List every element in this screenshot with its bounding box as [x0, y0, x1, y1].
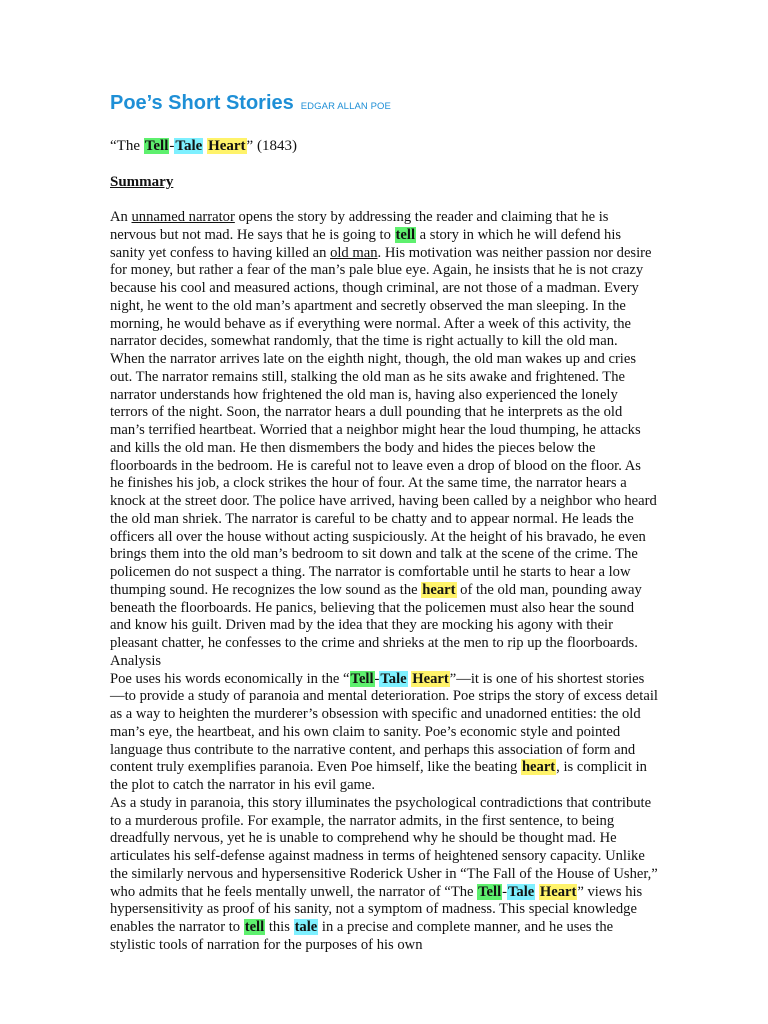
paragraph-2: [110, 351, 658, 653]
text-run: When the narrator arrives late on the eighth night, though, the old man wakes up and cries out. The narrator remains still, stalking the old man as he sits awake and frightened. The narrator understands how frightened the old man is, having also experienced the lonely terrors of the night. Soon, the narrator hears a dull pounding that he interprets as the old man’s terrified heartbeat. Worried that a neighbor might hear the loud thumping, he attacks and kills the old man. He then dismembers the body and hides the pieces below the floorboards in the bedroom. He is careful not to leave even a drop of blood on the floor. As he finishes his job, a clock strikes the hour of four. At the same time, the narrator hears a knock at the street door. The police have arrived, having been called by a neighbor who heard the old man shriek. The narrator is careful to be chatty and to appear normal. He leads the officers all over the house without acting suspiciously. At the height of his bravado, he even brings them into the old man’s bedroom to sit down and talk at the scene of the crime. The policemen do not suspect a thing. The narrator is comfortable until he starts to hear a low thumping sound. He recognizes the low sound as the: [110, 351, 657, 598]
text-run: this: [265, 919, 294, 935]
text-run: in a precise and complete manner, and he uses the stylistic tools of narration for the purposes of his own: [110, 919, 614, 953]
link-unnamed-narrator[interactable]: unnamed narrator: [131, 209, 235, 225]
text-run: -: [502, 883, 508, 900]
highlight-heart: Heart: [208, 138, 246, 154]
link-old-man[interactable]: old man: [330, 244, 378, 261]
highlight-tell: tell: [244, 919, 265, 935]
title-row: [110, 92, 391, 115]
text-run: As a study in paranoia, this story illuminates the psychological contradictions that contribute to a murderous profile. For example, the narrator admits, in the first sentence, to being dreadfully nervous, yet he is unable to comprehend why he should be thought mad. He articulates his self-defense against madness in terms of heightened sensory capacity. Unlike the similarly nervous and hypersensitive Roderick Usher in “The Fall of the House of Usher,” who admits that he feels mentally unwell, the narrator of “The: [110, 794, 658, 900]
highlight-heart: Heart: [412, 670, 449, 687]
text-run: -: [374, 670, 380, 687]
text-run: Poe uses his words economically in the “: [110, 670, 350, 687]
highlight-tale: Tale: [380, 670, 407, 687]
paragraph-3: [110, 671, 658, 795]
analysis-label: Analysis: [110, 652, 162, 669]
text-run: . His motivation was neither passion nor desire for money, but rather a fear of the man’s pale blue eye. Again, he insists that he is not crazy because his cool and measured actions, though criminal, are not those of a madman. Every night, he went to the old man’s apartment and secretly observed the man sleeping. In the morning, he would behave as if everything were normal. After a week of this activity, the narrator decides, somewhat randomly, that the time is right actually to kill the old man.: [110, 244, 652, 350]
highlight-tale: tale: [294, 919, 318, 935]
story-title-dash: -: [169, 138, 175, 154]
highlight-tale: Tale: [175, 138, 203, 154]
highlight-tell: Tell: [144, 138, 169, 154]
story-title: [110, 138, 297, 155]
summary-heading: Summary: [110, 174, 174, 190]
highlight-tell: Tell: [478, 883, 502, 900]
body-text: [110, 209, 658, 955]
highlight-heart: heart: [422, 581, 456, 598]
highlight-heart: heart: [521, 759, 556, 776]
author-name: EDGAR ALLAN POE: [300, 101, 391, 112]
highlight-tell: tell: [395, 226, 415, 243]
story-title-open: “The: [110, 138, 144, 154]
text-run: An: [110, 209, 132, 225]
paragraph-1: [110, 209, 658, 351]
text-run: a story in which he will defend his sanity yet confess to having killed an: [110, 226, 622, 261]
text-run: of the old man, pounding away beneath the floorboards. He panics, believing that the policemen must also hear the sound and know his guilt. Driven mad by the idea that they are mocking his agony with their pleasant chatter, he confesses to the crime and shrieks at the men to rip up the floorboards.: [110, 581, 642, 651]
text-run: ” views his hypersensitivity as proof of his sanity, not a symptom of madness. This special knowledge enables the narrator to: [110, 883, 643, 935]
page-title: Poe’s Short Stories: [110, 92, 294, 114]
highlight-heart: Heart: [539, 883, 577, 900]
highlight-tell: Tell: [350, 670, 374, 687]
highlight-tale: Tale: [508, 883, 535, 900]
text-run: ”—it is one of his shortest stories—to provide a study of paranoia and mental deterioration. Poe strips the story of excess detail as a way to heighten the murderer’s obsession with specific and unadorned entities: the old man’s eye, the heartbeat, and his own claim to sanity. Poe’s economic style and pointed language thus contribute to the narrative content, and perhaps this association of form and content truly exemplifies paranoia. Even Poe himself, like the beating: [110, 670, 658, 776]
paragraph-4: [110, 795, 658, 955]
text-run: , is complicit in the plot to catch the narrator in his evil game.: [110, 759, 647, 793]
text-run: opens the story by addressing the reader and claiming that he is nervous but not mad. He says that he is going to: [110, 209, 609, 243]
story-title-year: ” (1843): [246, 138, 297, 154]
